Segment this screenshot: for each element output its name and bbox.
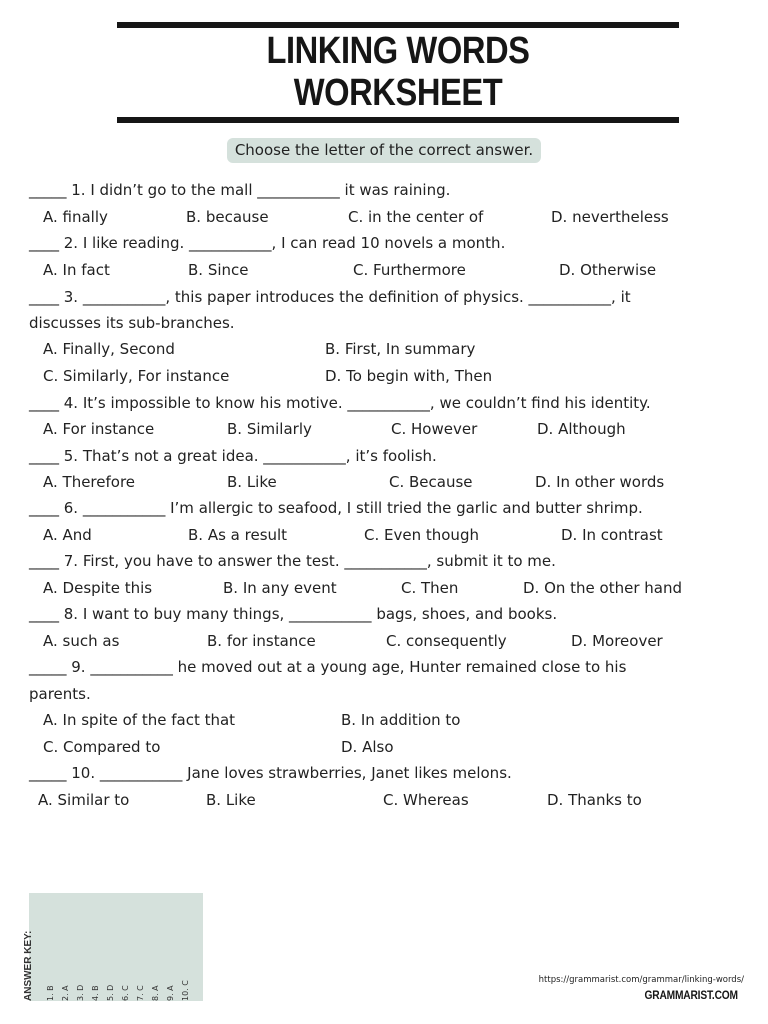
question-6-text: ____ 6. ___________ I’m allergic to seafood, I still tried the garlic and butter shrimp. (29, 499, 643, 517)
answer-key-box (23, 893, 203, 1001)
q4-option-d: D. Although (537, 420, 626, 438)
answer-key-item-9: 9. A (166, 985, 175, 1001)
q7-option-d: D. On the other hand (523, 579, 683, 597)
q8-option-d: D. Moreover (571, 632, 663, 650)
q8-option-c: C. consequently (386, 632, 507, 650)
q1-option-a: A. finally (43, 208, 108, 226)
answer-key-item-6: 6. C (121, 985, 130, 1001)
q5-option-c: C. Because (389, 473, 473, 491)
q2-option-a: A. In fact (43, 261, 110, 279)
question-4-text: ____ 4. It’s impossible to know his motive. ___________, we couldn’t find his identity. (29, 394, 651, 412)
q6-option-c: C. Even though (364, 526, 479, 544)
q9-option-a: A. In spite of the fact that (43, 711, 236, 729)
q1-option-d: D. nevertheless (551, 208, 669, 226)
answer-key-item-3: 3. D (76, 984, 85, 1001)
answer-key-item-2: 2. A (61, 985, 70, 1001)
question-8-text: ____ 8. I want to buy many things, ___________ bags, shoes, and books. (29, 605, 558, 623)
q3-option-d: D. To begin with, Then (325, 367, 493, 385)
q4-option-b: B. Similarly (227, 420, 312, 438)
answer-key-item-1: 1. B (46, 985, 55, 1001)
q2-option-b: B. Since (188, 261, 249, 279)
question-9-text: _____ 9. ___________ he moved out at a young age, Hunter remained close to his (29, 658, 627, 676)
q5-option-b: B. Like (227, 473, 277, 491)
q1-option-c: C. in the center of (348, 208, 484, 226)
q4-option-a: A. For instance (43, 420, 155, 438)
answer-key-item-7: 7. C (136, 985, 145, 1001)
question-9-text-cont: parents. (29, 685, 91, 703)
q2-option-d: D. Otherwise (559, 261, 657, 279)
title-line-1: LINKING WORDS (266, 30, 530, 72)
question-2-text: ____ 2. I like reading. ___________, I can read 10 novels a month. (29, 234, 506, 252)
q5-option-a: A. Therefore (43, 473, 136, 491)
brand-logo: GRAMMARIST.COM (644, 988, 738, 1002)
title-bottom-rule (117, 117, 679, 123)
question-3-text: ____ 3. ___________, this paper introduces the definition of physics. ___________, it (29, 288, 631, 306)
q7-option-a: A. Despite this (43, 579, 153, 597)
q5-option-d: D. In other words (535, 473, 665, 491)
q7-option-c: C. Then (401, 579, 459, 597)
source-url[interactable]: https://grammarist.com/grammar/linking-words/ (538, 975, 744, 985)
q10-option-d: D. Thanks to (547, 791, 642, 809)
q7-option-b: B. In any event (223, 579, 337, 597)
q10-option-c: C. Whereas (383, 791, 469, 809)
q6-option-a: A. And (43, 526, 92, 544)
question-3-text-cont: discusses its sub-branches. (29, 314, 235, 332)
q3-option-b: B. First, In summary (325, 340, 476, 358)
answer-key-item-8: 8. A (151, 985, 160, 1001)
answer-key-item-10: 10. C (181, 980, 190, 1001)
title-top-rule (117, 22, 679, 28)
question-10-text: _____ 10. ___________ Jane loves strawberries, Janet likes melons. (29, 764, 512, 782)
q6-option-b: B. As a result (188, 526, 288, 544)
q8-option-a: A. such as (43, 632, 120, 650)
question-5-text: ____ 5. That’s not a great idea. ___________, it’s foolish. (29, 447, 437, 465)
question-1-text: _____ 1. I didn’t go to the mall ___________ it was raining. (29, 181, 451, 199)
q3-option-a: A. Finally, Second (43, 340, 175, 358)
answer-key-item-4: 4. B (91, 985, 100, 1001)
q9-option-d: D. Also (341, 738, 394, 756)
answer-key-item-5: 5. D (106, 984, 115, 1001)
q6-option-d: D. In contrast (561, 526, 663, 544)
question-7-text: ____ 7. First, you have to answer the test. ___________, submit it to me. (29, 552, 556, 570)
instruction-wrapper (0, 138, 768, 163)
page-title (156, 30, 639, 114)
answer-key-title: ANSWER KEY: (23, 930, 34, 1001)
q1-option-b: B. because (186, 208, 269, 226)
q9-option-c: C. Compared to (43, 738, 161, 756)
q4-option-c: C. However (391, 420, 478, 438)
title-line-2: WORKSHEET (293, 72, 503, 114)
instruction-banner: Choose the letter of the correct answer. (227, 138, 541, 163)
q3-option-c: C. Similarly, For instance (43, 367, 230, 385)
q10-option-a: A. Similar to (38, 791, 130, 809)
q8-option-b: B. for instance (207, 632, 316, 650)
q9-option-b: B. In addition to (341, 711, 461, 729)
q10-option-b: B. Like (206, 791, 256, 809)
q2-option-c: C. Furthermore (353, 261, 466, 279)
